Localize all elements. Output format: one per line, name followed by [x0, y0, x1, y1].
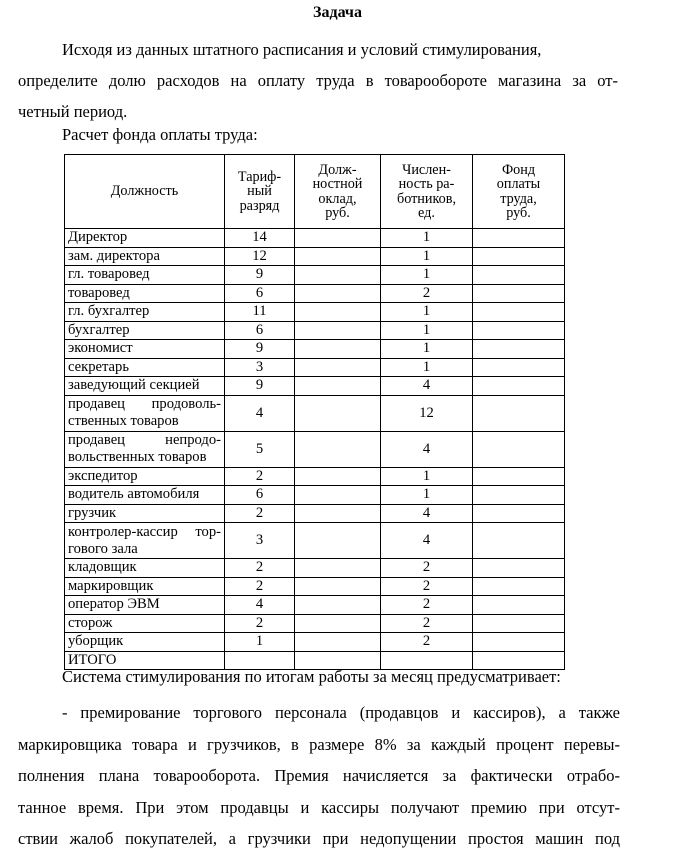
- position-line: экспедитор: [68, 467, 138, 484]
- cell-count: 12: [381, 395, 473, 431]
- cell-fund: [473, 358, 565, 377]
- table-row: [65, 395, 565, 431]
- cell-salary: [295, 504, 381, 523]
- header-grade: [225, 155, 295, 229]
- incentive-line: - премирование торгового персонала (продавцов и кассиров), а также: [62, 703, 620, 722]
- cell-grade: 6: [225, 321, 295, 340]
- cell-count: 1: [381, 247, 473, 266]
- header-line: ный: [247, 183, 272, 200]
- cell-count: 1: [381, 358, 473, 377]
- position-line: грузчик: [68, 504, 117, 521]
- position-line: зам. директора: [68, 247, 160, 264]
- table-header-row: [65, 155, 565, 229]
- cell-count: 1: [381, 303, 473, 322]
- intro-line: четный период.: [18, 102, 128, 121]
- intro-paragraph: [18, 34, 618, 127]
- cell-fund: [473, 266, 565, 285]
- cell-position: [65, 229, 225, 248]
- header-line: Тариф-: [237, 168, 282, 185]
- cell-position: [65, 523, 225, 559]
- table-row: [65, 321, 565, 340]
- header-fund: [473, 155, 565, 229]
- cell-position: [65, 559, 225, 578]
- header-line: оплаты: [496, 176, 541, 192]
- incentive-line: ствии жалоб покупателей, а грузчики при недопущении простоя машин под: [18, 829, 620, 848]
- cell-count: 1: [381, 266, 473, 285]
- cell-salary: [295, 395, 381, 431]
- table-row: [65, 523, 565, 559]
- position-line: гл. бухгалтер: [68, 303, 150, 320]
- table-row: [65, 340, 565, 359]
- cell-count: 2: [381, 633, 473, 652]
- header-line: ед.: [418, 205, 435, 221]
- cell-fund: [473, 504, 565, 523]
- cell-count: 2: [381, 577, 473, 596]
- incentive-paragraph: [18, 697, 620, 855]
- cell-fund: [473, 486, 565, 505]
- cell-fund: [473, 596, 565, 615]
- position-line: водитель автомобиля: [68, 486, 200, 503]
- cell-count: 4: [381, 523, 473, 559]
- table-row: [65, 486, 565, 505]
- position-line: оператор ЭВМ: [68, 596, 160, 613]
- cell-count: 1: [381, 486, 473, 505]
- position-line: продавец непродо-: [68, 432, 221, 448]
- cell-salary: [295, 321, 381, 340]
- intro-line: Исходя из данных штатного расписания и условий стимулирования,: [62, 40, 542, 59]
- cell-position: [65, 321, 225, 340]
- cell-salary: [295, 596, 381, 615]
- header-line: ботников,: [396, 190, 457, 207]
- cell-fund: [473, 229, 565, 248]
- position-line: кладовщик: [68, 559, 137, 576]
- position-line: гл. товаровед: [68, 266, 150, 283]
- position-line: уборщик: [68, 633, 124, 650]
- cell-grade: 2: [225, 577, 295, 596]
- cell-grade: 2: [225, 614, 295, 633]
- cell-count: 4: [381, 377, 473, 396]
- incentive-line: маркировщика товара и грузчиков, в размере 8% за каждый процент перевы-: [18, 734, 620, 754]
- cell-salary: [295, 340, 381, 359]
- cell-grade: 1: [225, 633, 295, 652]
- position-line: ИТОГО: [68, 651, 117, 668]
- header-line: оклад,: [318, 190, 357, 207]
- table-row: [65, 266, 565, 285]
- header-position: Должность: [65, 155, 225, 229]
- header-count: [381, 155, 473, 229]
- header-line: Долж-: [318, 161, 357, 178]
- cell-position: [65, 577, 225, 596]
- table-row: [65, 431, 565, 467]
- cell-salary: [295, 303, 381, 322]
- cell-grade: 6: [225, 486, 295, 505]
- table-row: [65, 229, 565, 248]
- incentive-heading: Система стимулирования по итогам работы за месяц предусматривает:: [62, 667, 561, 686]
- cell-salary: [295, 467, 381, 486]
- cell-fund: [473, 340, 565, 359]
- cell-position: [65, 633, 225, 652]
- position-line: заведующий секцией: [68, 377, 200, 394]
- document-title: Задача: [313, 4, 362, 21]
- header-line: руб.: [506, 205, 531, 221]
- cell-count: 4: [381, 504, 473, 523]
- cell-grade: 6: [225, 284, 295, 303]
- incentive-line: танное время. При этом продавцы и кассиры получают премию при отсут-: [18, 797, 620, 817]
- position-line: гового зала: [68, 540, 138, 557]
- cell-salary: [295, 577, 381, 596]
- cell-grade: 3: [225, 358, 295, 377]
- intro-line: определите долю расходов на оплату труда в товарообороте магазина за от-: [18, 71, 618, 90]
- cell-position: [65, 614, 225, 633]
- table-row: [65, 358, 565, 377]
- cell-salary: [295, 229, 381, 248]
- table-row: [65, 284, 565, 303]
- cell-grade: 9: [225, 377, 295, 396]
- cell-position: [65, 504, 225, 523]
- header-line: труда,: [500, 190, 537, 207]
- position-line: секретарь: [68, 358, 129, 375]
- calc-heading: Расчет фонда оплаты труда:: [62, 125, 258, 144]
- position-line: контролер-кассир тор-: [68, 523, 221, 540]
- cell-fund: [473, 284, 565, 303]
- cell-position: [65, 431, 225, 467]
- cell-salary: [295, 284, 381, 303]
- position-line: бухгалтер: [68, 321, 130, 338]
- cell-salary: [295, 633, 381, 652]
- cell-fund: [473, 633, 565, 652]
- cell-count: 2: [381, 614, 473, 633]
- cell-grade: 11: [225, 303, 295, 322]
- cell-position: [65, 340, 225, 359]
- cell-fund: [473, 395, 565, 431]
- cell-grade: 14: [225, 229, 295, 248]
- incentive-line: полнения плана товарооборота. Премия начисляется за фактически отрабо-: [18, 766, 620, 785]
- cell-count: 2: [381, 284, 473, 303]
- header-line: руб.: [325, 205, 350, 221]
- cell-count: 4: [381, 431, 473, 467]
- cell-salary: [295, 247, 381, 266]
- cell-fund: [473, 523, 565, 559]
- cell-fund: [473, 559, 565, 578]
- header-line: Числен-: [402, 161, 451, 178]
- cell-grade: 9: [225, 340, 295, 359]
- header-line: Фонд: [501, 161, 536, 178]
- cell-position: [65, 395, 225, 431]
- cell-salary: [295, 377, 381, 396]
- table-row: [65, 504, 565, 523]
- table-row: [65, 596, 565, 615]
- cell-position: [65, 467, 225, 486]
- table-body: [65, 229, 565, 670]
- table-row: [65, 559, 565, 578]
- table-row: [65, 633, 565, 652]
- cell-count: 1: [381, 340, 473, 359]
- cell-fund: [473, 247, 565, 266]
- cell-salary: [295, 614, 381, 633]
- cell-salary: [295, 431, 381, 467]
- cell-count: 2: [381, 559, 473, 578]
- cell-position: [65, 486, 225, 505]
- cell-salary: [295, 559, 381, 578]
- cell-salary: [295, 266, 381, 285]
- cell-grade: 12: [225, 247, 295, 266]
- cell-grade: 9: [225, 266, 295, 285]
- cell-grade: 2: [225, 559, 295, 578]
- cell-count: 1: [381, 321, 473, 340]
- table-row: [65, 303, 565, 322]
- cell-grade: 4: [225, 395, 295, 431]
- cell-position: [65, 247, 225, 266]
- cell-grade: 2: [225, 467, 295, 486]
- position-line: ственных товаров: [68, 413, 179, 429]
- position-line: вольственных товаров: [68, 449, 207, 465]
- position-line: маркировщик: [68, 577, 154, 594]
- cell-position: [65, 377, 225, 396]
- position-line: Директор: [68, 229, 128, 246]
- cell-fund: [473, 431, 565, 467]
- cell-position: [65, 303, 225, 322]
- table-row: [65, 614, 565, 633]
- position-line: сторож: [68, 614, 113, 631]
- header-line: ность ра-: [398, 176, 455, 192]
- header-line: ностной: [312, 176, 363, 192]
- cell-fund: [473, 377, 565, 396]
- cell-grade: 5: [225, 431, 295, 467]
- cell-grade: 4: [225, 596, 295, 615]
- cell-position: [65, 266, 225, 285]
- table-row: [65, 247, 565, 266]
- header-line: разряд: [239, 197, 280, 214]
- position-line: продавец продоволь-: [68, 396, 221, 412]
- cell-grade: 2: [225, 504, 295, 523]
- cell-fund: [473, 467, 565, 486]
- cell-position: [65, 596, 225, 615]
- cell-salary: [295, 358, 381, 377]
- cell-salary: [295, 486, 381, 505]
- cell-fund: [473, 577, 565, 596]
- cell-count: 2: [381, 596, 473, 615]
- cell-position: [65, 284, 225, 303]
- cell-fund: [473, 614, 565, 633]
- cell-salary: [295, 523, 381, 559]
- cell-count: 1: [381, 229, 473, 248]
- position-line: экономист: [68, 340, 133, 357]
- cell-position: [65, 358, 225, 377]
- cell-count: 1: [381, 467, 473, 486]
- table-row: [65, 377, 565, 396]
- cell-fund: [473, 321, 565, 340]
- payroll-table: [64, 154, 565, 670]
- header-salary: [295, 155, 381, 229]
- position-line: товаровед: [68, 284, 130, 301]
- cell-fund: [473, 303, 565, 322]
- table-row: [65, 467, 565, 486]
- cell-grade: 3: [225, 523, 295, 559]
- table-row: [65, 577, 565, 596]
